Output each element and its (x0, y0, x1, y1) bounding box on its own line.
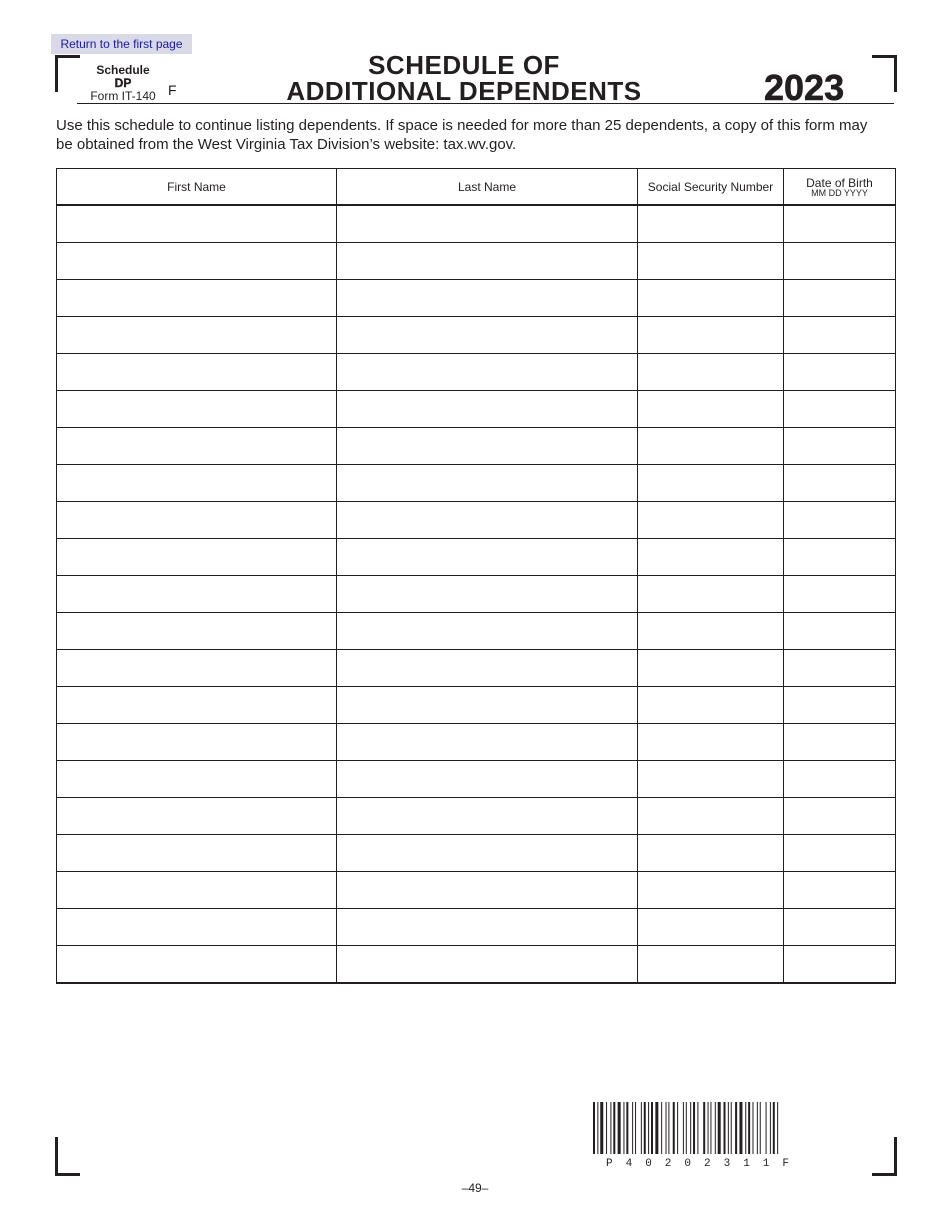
table-row (57, 465, 896, 502)
barcode-bar (693, 1102, 695, 1154)
ssn-field[interactable] (638, 205, 784, 243)
dob-field[interactable] (784, 428, 896, 465)
barcode-bar (683, 1102, 684, 1154)
barcode-bar (661, 1102, 662, 1154)
ssn-field[interactable] (638, 613, 784, 650)
barcode-bar (773, 1102, 775, 1154)
first-name-field[interactable] (57, 317, 337, 354)
last-name-field[interactable] (337, 576, 638, 613)
barcode-bar (666, 1102, 667, 1154)
last-name-field[interactable] (337, 761, 638, 798)
last-name-field[interactable] (337, 835, 638, 872)
barcode-bar (718, 1102, 721, 1154)
header-divider (77, 103, 894, 104)
ssn-field[interactable] (638, 687, 784, 724)
barcode-bar (648, 1102, 649, 1154)
column-header-last-name: Last Name (337, 169, 638, 206)
first-name-field[interactable] (57, 576, 337, 613)
column-header-dob (784, 169, 896, 206)
dob-field[interactable] (784, 872, 896, 909)
table-row (57, 872, 896, 909)
barcode-bar (600, 1102, 603, 1154)
table-header-row (57, 169, 896, 206)
barcode-bar (690, 1102, 691, 1154)
barcode-bar (673, 1102, 675, 1154)
first-name-field[interactable] (57, 650, 337, 687)
first-name-field[interactable] (57, 724, 337, 761)
barcode-bar (760, 1102, 761, 1154)
schedule-code: DP (114, 76, 132, 90)
first-name-field[interactable] (57, 946, 337, 984)
first-name-field[interactable] (57, 835, 337, 872)
ssn-field[interactable] (638, 724, 784, 761)
last-name-field[interactable] (337, 391, 638, 428)
barcode (592, 1102, 860, 1158)
dob-field[interactable] (784, 613, 896, 650)
last-name-field[interactable] (337, 687, 638, 724)
barcode-bar (651, 1102, 653, 1154)
table-row (57, 428, 896, 465)
dob-field[interactable] (784, 391, 896, 428)
page-title (264, 52, 664, 104)
barcode-bar (635, 1102, 636, 1154)
last-name-field[interactable] (337, 243, 638, 280)
first-name-field[interactable] (57, 909, 337, 946)
dob-field[interactable] (784, 502, 896, 539)
barcode-bar (610, 1102, 611, 1154)
barcode-bar (708, 1102, 709, 1154)
first-name-field[interactable] (57, 502, 337, 539)
ssn-field[interactable] (638, 502, 784, 539)
schedule-identifier (86, 64, 160, 103)
table-row (57, 798, 896, 835)
barcode-bar (641, 1102, 642, 1154)
table-row (57, 835, 896, 872)
ssn-field[interactable] (638, 428, 784, 465)
page-title-line-2: ADDITIONAL DEPENDENTS (286, 76, 642, 106)
table-row (57, 502, 896, 539)
barcode-bar (686, 1102, 687, 1154)
barcode-bar (632, 1102, 633, 1154)
ssn-field[interactable] (638, 761, 784, 798)
dob-field[interactable] (784, 650, 896, 687)
barcode-bar (745, 1102, 746, 1154)
dob-field[interactable] (784, 465, 896, 502)
tax-year: 2023 (764, 67, 845, 108)
barcode-bar (777, 1102, 778, 1154)
first-name-field[interactable] (57, 354, 337, 391)
barcode-bar (593, 1102, 595, 1154)
first-name-field[interactable] (57, 761, 337, 798)
dob-field[interactable] (784, 317, 896, 354)
ssn-field[interactable] (638, 872, 784, 909)
last-name-field[interactable] (337, 317, 638, 354)
last-name-field[interactable] (337, 539, 638, 576)
column-header-dob-format: MM DD YYYY (811, 187, 868, 198)
ssn-field[interactable] (638, 391, 784, 428)
ssn-field[interactable] (638, 539, 784, 576)
last-name-field[interactable] (337, 205, 638, 243)
schedule-word: Schedule (96, 63, 150, 77)
barcode-bar (715, 1102, 716, 1154)
barcode-bar (753, 1102, 754, 1154)
barcode-bar (735, 1102, 737, 1154)
dependents-table-body (57, 205, 896, 983)
barcode-bar (770, 1102, 771, 1154)
column-header-ssn: Social Security Number (638, 169, 784, 206)
table-row (57, 613, 896, 650)
last-name-field[interactable] (337, 946, 638, 984)
dob-field[interactable] (784, 576, 896, 613)
column-header-first-name: First Name (57, 169, 337, 206)
barcode-bar (618, 1102, 621, 1154)
last-name-field[interactable] (337, 909, 638, 946)
barcode-bar (766, 1102, 767, 1154)
dob-field[interactable] (784, 280, 896, 317)
first-name-field[interactable] (57, 280, 337, 317)
page-title-line-1: SCHEDULE OF (368, 50, 560, 80)
ssn-field[interactable] (638, 354, 784, 391)
table-row (57, 687, 896, 724)
ssn-field[interactable] (638, 280, 784, 317)
last-name-field[interactable] (337, 280, 638, 317)
table-row (57, 243, 896, 280)
instructions-text: Use this schedule to continue listing dependents. If space is needed for more than 25 dependents, a copy of this form may be obtained from the West Virginia Tax Division’s website: tax.wv.gov. (56, 117, 868, 153)
table-row (57, 761, 896, 798)
column-header-dob-label: Date of Birth (806, 175, 873, 190)
dob-field[interactable] (784, 761, 896, 798)
ssn-field[interactable] (638, 317, 784, 354)
last-name-field[interactable] (337, 354, 638, 391)
first-name-field[interactable] (57, 872, 337, 909)
ssn-field[interactable] (638, 798, 784, 835)
form-flag: F (168, 82, 177, 98)
dob-field[interactable] (784, 946, 896, 984)
first-name-field[interactable] (57, 428, 337, 465)
dob-field[interactable] (784, 243, 896, 280)
last-name-field[interactable] (337, 650, 638, 687)
last-name-field[interactable] (337, 613, 638, 650)
first-name-field[interactable] (57, 613, 337, 650)
corner-mark-top-right (872, 55, 897, 92)
last-name-field[interactable] (337, 798, 638, 835)
dob-field[interactable] (784, 798, 896, 835)
ssn-field[interactable] (638, 909, 784, 946)
dob-field[interactable] (784, 909, 896, 946)
barcode-bar (731, 1102, 732, 1154)
barcode-bar (724, 1102, 726, 1154)
barcode-bar (748, 1102, 750, 1154)
form-name: Form IT-140 (90, 89, 156, 103)
corner-mark-bottom-right (872, 1137, 897, 1176)
barcode-text: P40202311F (606, 1158, 803, 1170)
barcode-bar (697, 1102, 698, 1154)
first-name-field[interactable] (57, 465, 337, 502)
barcode-bar (597, 1102, 598, 1154)
page-number: –49– (461, 1181, 489, 1195)
last-name-field[interactable] (337, 872, 638, 909)
dob-field[interactable] (784, 835, 896, 872)
last-name-field[interactable] (337, 428, 638, 465)
barcode-bar (626, 1102, 628, 1154)
last-name-field[interactable] (337, 724, 638, 761)
ssn-field[interactable] (638, 650, 784, 687)
ssn-field[interactable] (638, 946, 784, 984)
barcode-bar (606, 1102, 607, 1154)
table-row (57, 205, 896, 243)
barcode-bar (710, 1102, 711, 1154)
barcode-bar (644, 1102, 646, 1154)
table-row (57, 280, 896, 317)
first-name-field[interactable] (57, 798, 337, 835)
corner-mark-bottom-left (55, 1137, 80, 1176)
barcode-bar (668, 1102, 669, 1154)
table-row (57, 391, 896, 428)
first-name-field[interactable] (57, 687, 337, 724)
dob-field[interactable] (784, 724, 896, 761)
last-name-field[interactable] (337, 465, 638, 502)
corner-mark-top-left (55, 55, 80, 92)
barcode-bar (757, 1102, 758, 1154)
barcode-bar (739, 1102, 742, 1154)
barcode-bar (677, 1102, 678, 1154)
table-row (57, 539, 896, 576)
barcode-bar (703, 1102, 705, 1154)
first-name-field[interactable] (57, 539, 337, 576)
barcode-bar (623, 1102, 624, 1154)
table-row (57, 946, 896, 984)
table-row (57, 354, 896, 391)
dob-field[interactable] (784, 205, 896, 243)
dob-field[interactable] (784, 687, 896, 724)
dob-field[interactable] (784, 539, 896, 576)
ssn-field[interactable] (638, 465, 784, 502)
first-name-field[interactable] (57, 391, 337, 428)
barcode-bar (655, 1102, 658, 1154)
return-to-first-page-link[interactable]: Return to the first page (51, 34, 192, 54)
barcode-bar (613, 1102, 615, 1154)
table-row (57, 909, 896, 946)
dependents-table (56, 168, 896, 984)
first-name-field[interactable] (57, 205, 337, 243)
last-name-field[interactable] (337, 502, 638, 539)
table-row (57, 576, 896, 613)
table-row (57, 650, 896, 687)
dob-field[interactable] (784, 354, 896, 391)
barcode-bar (728, 1102, 729, 1154)
table-row (57, 724, 896, 761)
table-row (57, 317, 896, 354)
first-name-field[interactable] (57, 243, 337, 280)
ssn-field[interactable] (638, 243, 784, 280)
ssn-field[interactable] (638, 576, 784, 613)
ssn-field[interactable] (638, 835, 784, 872)
